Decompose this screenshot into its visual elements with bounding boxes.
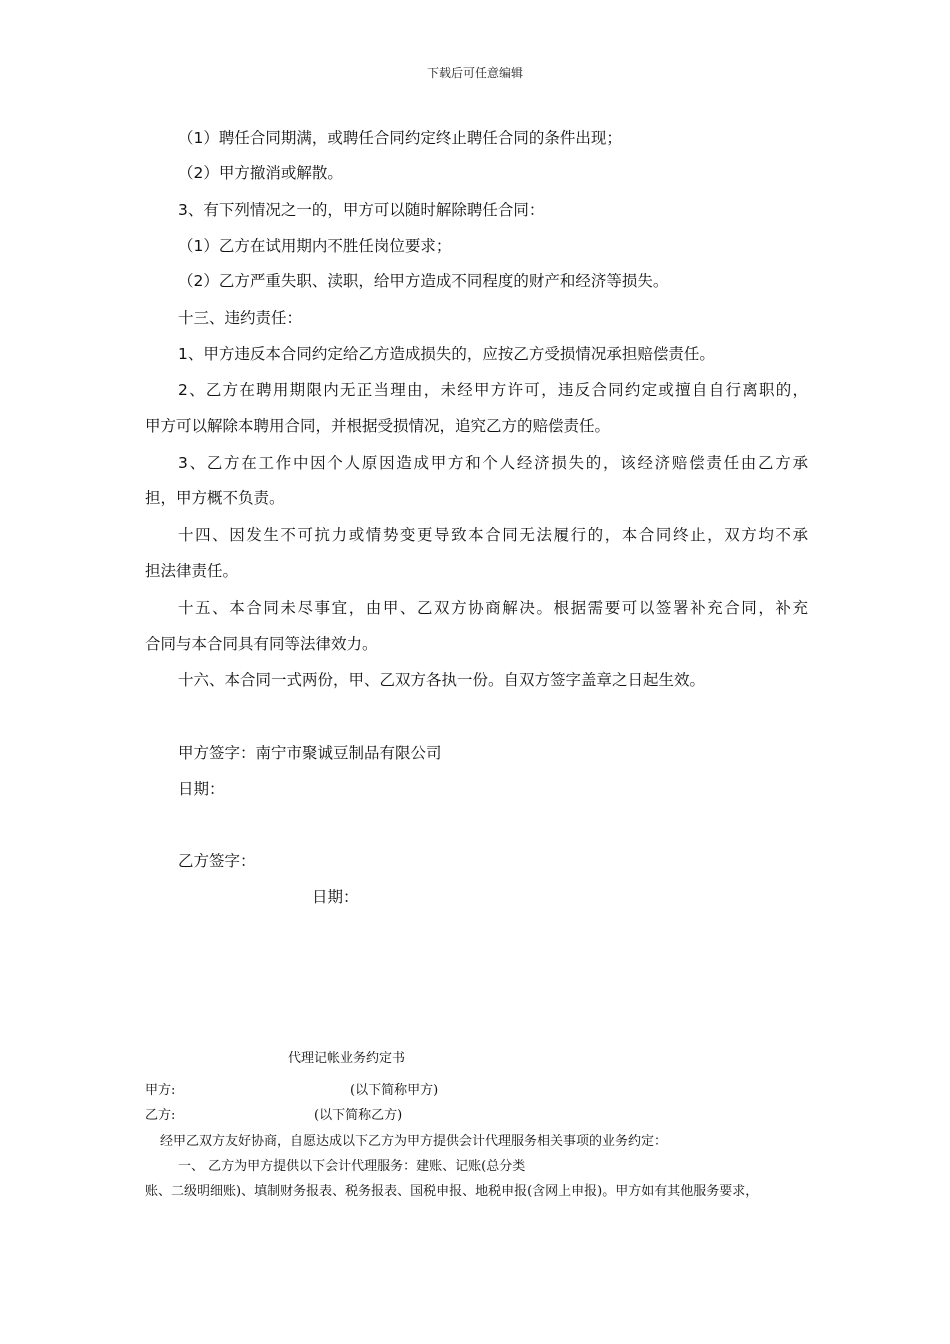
agreement-intro: 经甲乙双方友好协商，自愿达成以下乙方为甲方提供会计代理服务相关事项的业务约定： [160, 1134, 668, 1149]
clause-line: 十四、因发生不可抗力或情势变更导致本合同无法履行的，本合同终止，双方均不承 [178, 526, 808, 544]
clause-line: 1、甲方违反本合同约定给乙方造成损失的，应按乙方受损情况承担赔偿责任。 [178, 345, 715, 363]
party-a-note: (以下简称甲方) [350, 1083, 439, 1098]
party-b-label: 乙方: [145, 1108, 176, 1123]
clause-line: （1）乙方在试用期内不胜任岗位要求； [178, 237, 452, 255]
clause-line: （1）聘任合同期满，或聘任合同约定终止聘任合同的条件出现； [178, 129, 622, 147]
clause-line: 担，甲方概不负责。 [145, 489, 285, 507]
clause-line: 十五、本合同未尽事宜，由甲、乙双方协商解决。根据需要可以签署补充合同，补充 [178, 599, 808, 617]
party-b-note: (以下简称乙方) [314, 1108, 403, 1123]
clause-line: 担法律责任。 [145, 562, 239, 580]
clause-line: （2）甲方撤消或解散。 [178, 164, 343, 182]
clause-line: 合同与本合同具有同等法律效力。 [145, 635, 378, 653]
clause-line: 3、有下列情况之一的，甲方可以随时解除聘任合同： [178, 201, 545, 219]
party-a-date: 日期： [178, 780, 225, 798]
section-heading: 十三、违约责任： [178, 309, 303, 327]
clause-line: 甲方可以解除本聘用合同，并根据受损情况，追究乙方的赔偿责任。 [145, 417, 611, 435]
clause-line: 3、乙方在工作中因个人原因造成甲方和个人经济损失的，该经济赔偿责任由乙方承 [178, 454, 808, 472]
party-a-label: 甲方: [145, 1083, 176, 1098]
clause-line: 2、乙方在聘用期限内无正当理由，未经甲方许可，违反合同约定或擅自自行离职的， [178, 381, 808, 399]
party-a-signature: 甲方签字：南宁市聚诚豆制品有限公司 [178, 744, 442, 762]
agreement-item-1: 一、 乙方为甲方提供以下会计代理服务：建账、记账(总分类 [178, 1159, 526, 1174]
clause-line: （2）乙方严重失职、渎职，给甲方造成不同程度的财产和经济等损失。 [178, 272, 669, 290]
agreement-title: 代理记帐业务约定书 [288, 1051, 406, 1066]
clause-line: 十六、本合同一式两份，甲、乙双方各执一份。自双方签字盖章之日起生效。 [178, 671, 706, 689]
party-b-date: 日期： [312, 888, 359, 906]
page-header: 下载后可任意编辑 [426, 66, 523, 80]
party-b-signature: 乙方签字： [178, 852, 256, 870]
agreement-item-1-cont: 账、二级明细账)、填制财务报表、税务报表、国税申报、地税申报(含网上申报)。甲方如有其他服务要求， [145, 1184, 759, 1199]
